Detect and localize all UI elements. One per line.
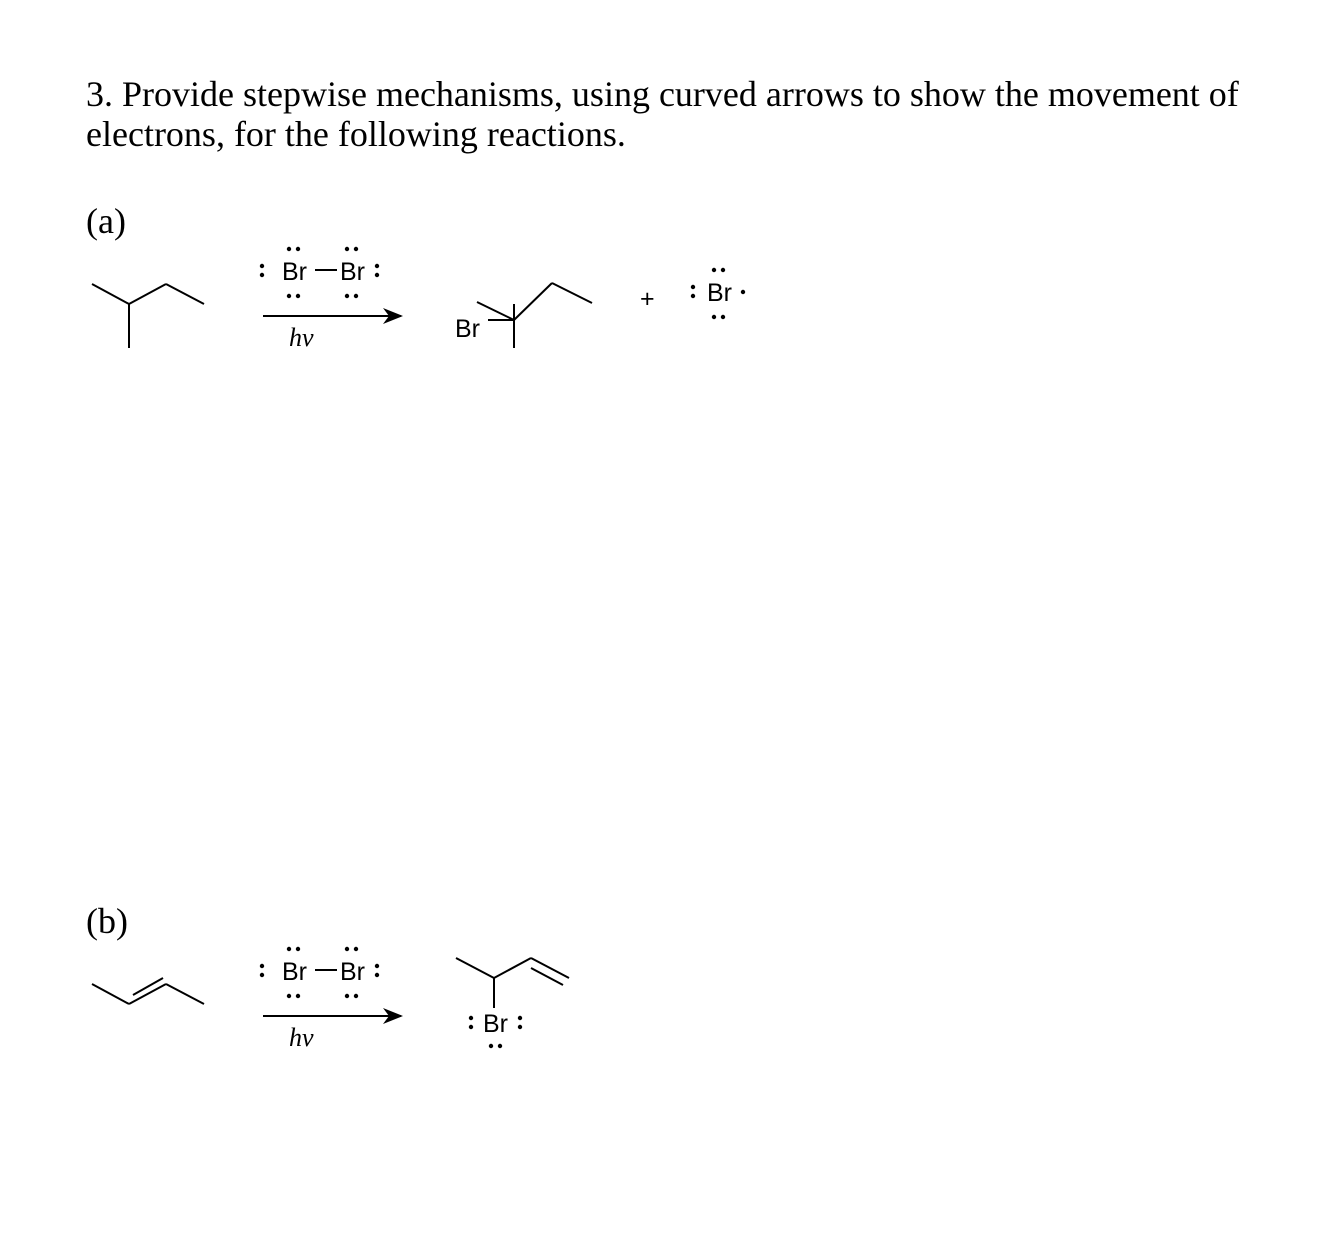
reagent-a-br-left: Br <box>282 258 307 286</box>
reactant-b-skeletal <box>92 978 204 1004</box>
reagent-b-br-right: Br <box>340 958 365 986</box>
reagent-b-br-left: Br <box>282 958 307 986</box>
product-a-br-label: Br <box>455 315 480 343</box>
reagent-a-br2 <box>260 247 379 298</box>
byproduct-br-label: Br <box>707 279 732 307</box>
reagent-a-br-right: Br <box>340 258 365 286</box>
byproduct-br-radical <box>691 268 745 319</box>
plus-sign: + <box>640 285 655 313</box>
product-b-br <box>469 1010 522 1048</box>
condition-b: hν <box>289 1023 314 1052</box>
product-b-skeletal <box>456 958 569 1008</box>
part-b-label: (b) <box>86 901 128 941</box>
reactant-a-skeletal <box>92 284 204 348</box>
part-a-label: (a) <box>86 201 126 241</box>
question-text: 3. Provide stepwise mechanisms, using curved arrows to show the movement of electrons, for the following reactions. <box>86 74 1239 154</box>
product-b-br-label: Br <box>483 1010 508 1038</box>
condition-a: hν <box>289 323 314 352</box>
product-a-skeletal <box>477 283 592 348</box>
reagent-b-br2 <box>260 947 379 998</box>
